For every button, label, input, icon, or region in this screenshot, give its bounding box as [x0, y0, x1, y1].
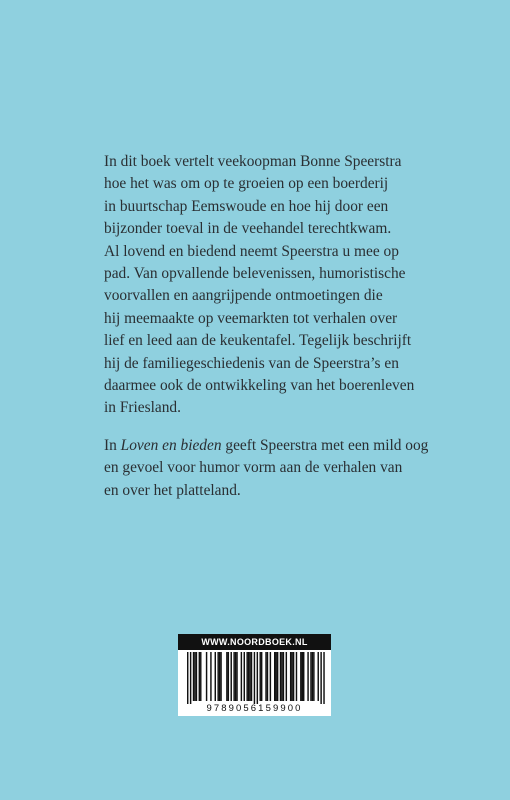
barcode-bar [274, 652, 275, 701]
barcode-bar [280, 652, 281, 701]
barcode-bar [313, 652, 314, 701]
barcode-bar [286, 652, 287, 701]
blurb-line: Al lovend en biedend neemt Speerstra u mee op [104, 242, 399, 260]
barcode-bar [261, 652, 262, 701]
barcode-bar [300, 652, 301, 701]
barcode-bar [312, 652, 313, 701]
blurb-line: hoe het was om op te groeien op een boerderij [104, 175, 389, 193]
barcode-bar [219, 652, 220, 701]
barcode-bar [290, 652, 291, 701]
barcode-bar [233, 652, 234, 701]
barcode-bar [318, 652, 319, 701]
barcode-bar [320, 652, 321, 704]
barcode-bar [220, 652, 221, 701]
barcode-bar [296, 652, 297, 701]
barcode-bar [283, 652, 284, 701]
barcode-bar [251, 652, 252, 701]
barcode-bar [254, 652, 255, 704]
barcode-bar [228, 652, 229, 701]
barcode-bar [210, 652, 211, 701]
barcode-bar [190, 652, 191, 704]
blurb-paragraph-1 [104, 151, 434, 420]
barcode-bar [307, 652, 308, 701]
blurb-line: pad. Van opvallende belevenissen, humoristische [104, 265, 406, 283]
barcode-bar [323, 652, 324, 704]
barcode-bar [249, 652, 250, 701]
barcode-bars [178, 650, 331, 704]
prefix-text: In [104, 436, 121, 454]
barcode-bar [187, 652, 188, 704]
barcode-bar [275, 652, 276, 701]
barcode-bar [196, 652, 197, 701]
barcode-bar [199, 652, 200, 701]
barcode-bar [206, 652, 207, 701]
barcode-bar [291, 652, 292, 701]
publisher-url: WWW.NOORDBOEK.NL [178, 634, 331, 650]
blurb-line: In dit boek vertelt veekoopman Bonne Speerstra [104, 153, 402, 170]
barcode-bar [246, 652, 247, 701]
barcode-bar [270, 652, 271, 701]
isbn-barcode [178, 634, 331, 716]
barcode-bar [236, 652, 237, 701]
barcode-bar [226, 652, 227, 701]
barcode-bar [231, 652, 232, 701]
barcode-bar [267, 652, 268, 701]
blurb-line: in buurtschap Eemswoude en hoe hij door een [104, 197, 389, 215]
line-rest: geeft Speerstra met een mild oog [221, 436, 429, 454]
barcode-bar [260, 652, 261, 701]
barcode-bar [193, 652, 194, 701]
book-title: Loven en bieden [120, 436, 222, 454]
blurb-line: en gevoel voor humor vorm aan de verhalen van [104, 459, 403, 477]
back-cover-blurb [104, 151, 434, 502]
barcode-bar [265, 652, 266, 701]
blurb-line [104, 435, 434, 457]
blurb-line: hij de familiegeschiedenis van de Speerstra’s en [104, 354, 399, 372]
barcode-bar [310, 652, 311, 701]
blurb-line: lief en leed aan de keukentafel. Tegelijk beschrijft [104, 332, 412, 350]
barcode-bar [235, 652, 236, 701]
blurb-line: voorvallen en aangrijpende ontmoetingen die [104, 287, 383, 305]
barcode-bar [303, 652, 304, 701]
blurb-line: in Friesland. [104, 399, 181, 417]
barcode-bar [200, 652, 201, 701]
barcode-bar [302, 652, 303, 701]
barcode-bar [257, 652, 258, 704]
blurb-line: en over het platteland. [104, 481, 241, 499]
barcode-bar [244, 652, 245, 701]
blurb-line: bijzonder toeval in de veehandel terechtkwam. [104, 220, 392, 238]
isbn-digits: 9789056159900 [206, 703, 303, 714]
barcode-bar [248, 652, 249, 701]
blurb-line: hij meemaakte op veemarkten tot verhalen over [104, 309, 398, 327]
blurb-line: daarmee ook de ontwikkeling van het boerenleven [104, 377, 415, 395]
barcode-bar [241, 652, 242, 701]
barcode-bar [215, 652, 216, 701]
barcode-bar [293, 652, 294, 701]
barcode-bar [194, 652, 195, 701]
blurb-paragraph-2 [104, 435, 434, 502]
barcode-bar [281, 652, 282, 701]
barcode-bar [217, 652, 218, 701]
barcode-bar [277, 652, 278, 701]
